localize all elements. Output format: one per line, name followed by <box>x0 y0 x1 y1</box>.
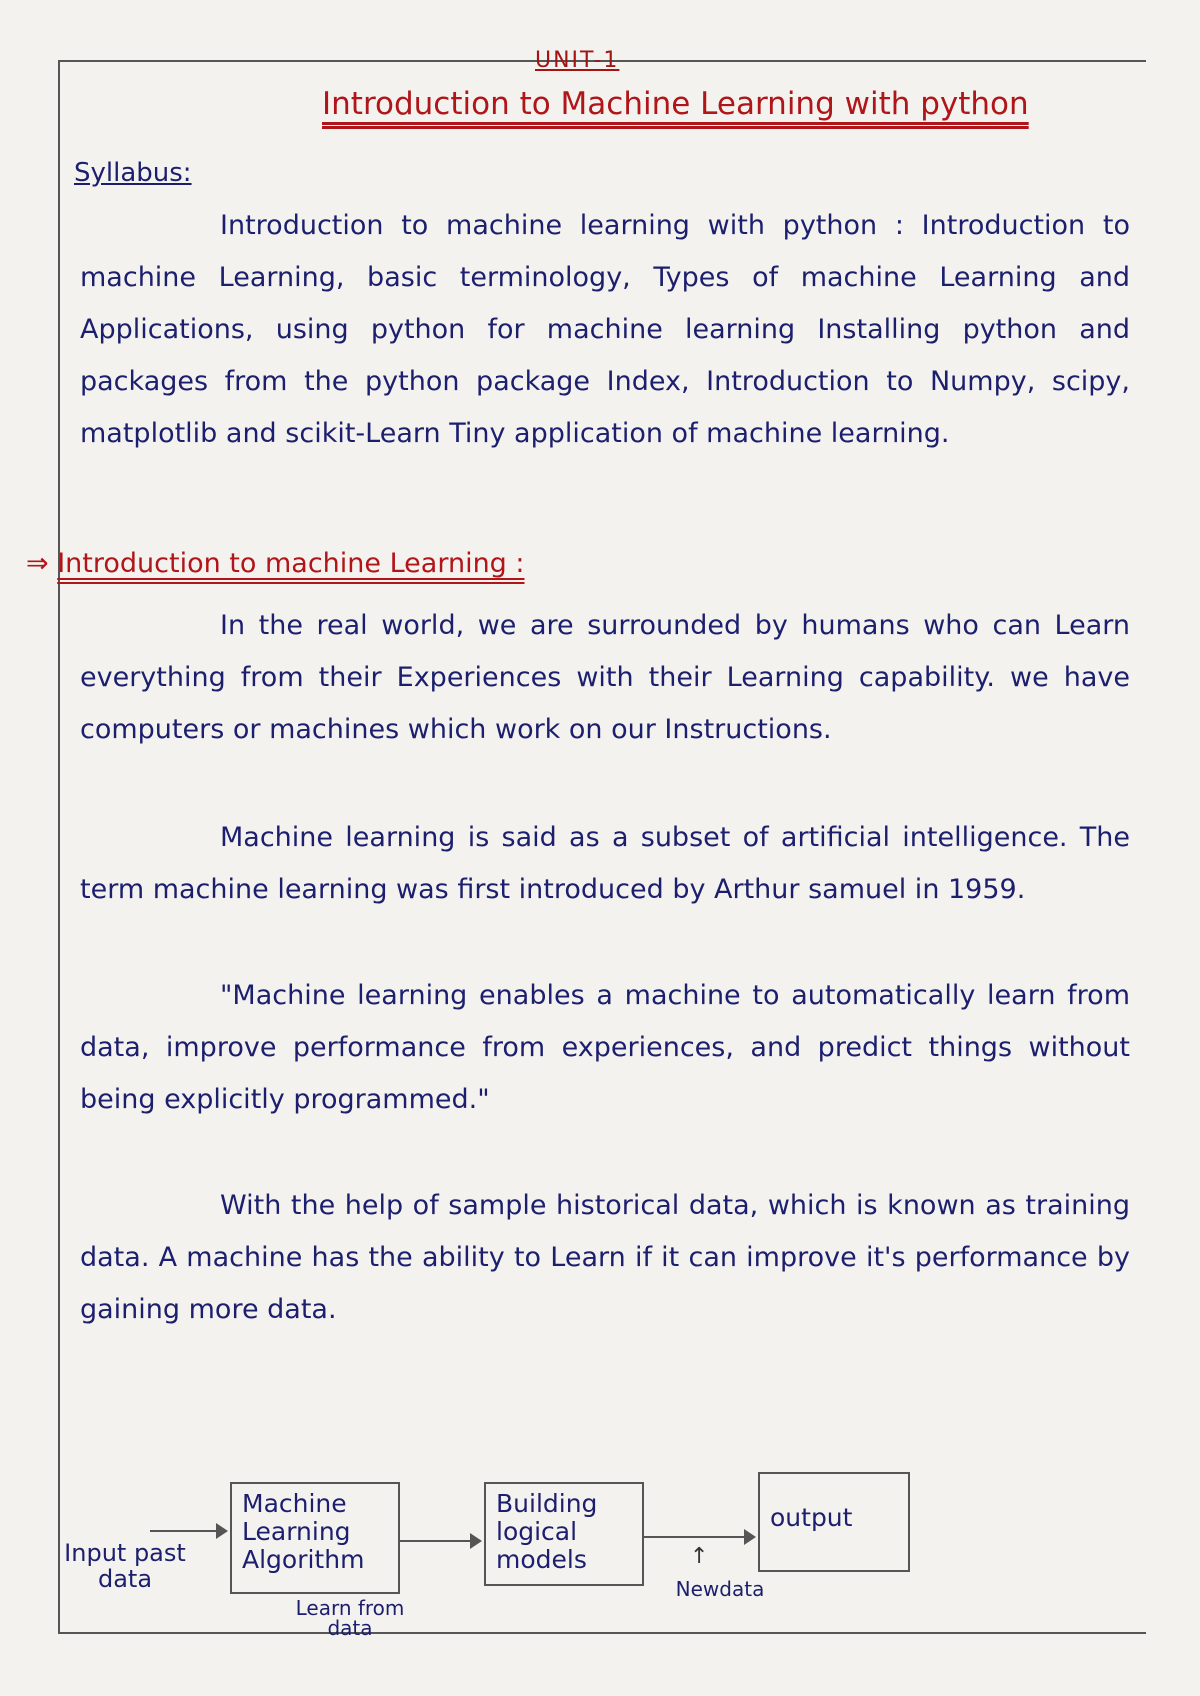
input-label: Input past data <box>64 1539 186 1593</box>
page-title: Introduction to Machine Learning with python <box>322 86 1029 122</box>
paragraph: With the help of sample historical data, which is known as training data. A machine has the ability to Learn if it can improve it's performance by gaining more data. <box>80 1190 1130 1325</box>
paragraph: In the real world, we are surrounded by humans who can Learn everything from their Experiences with their Learning capability. we have computers or machines which work on our Instructions. <box>80 610 1130 745</box>
up-arrow-icon: ↑ <box>690 1544 709 1569</box>
arrow-icon <box>150 1530 226 1532</box>
arrow-icon <box>644 1536 754 1538</box>
new-data-label: Newdata <box>675 1577 765 1601</box>
arrow-icon <box>400 1540 480 1542</box>
section-title: Introduction to machine Learning : <box>57 548 525 579</box>
output-box: output <box>758 1472 910 1572</box>
ml-algorithm-box: Machine Learning Algorithm <box>230 1482 400 1594</box>
logical-models-box: Building logical models <box>484 1482 644 1586</box>
paragraph: "Machine learning enables a machine to automatically learn from data, improve performance from experiences, and predict things without being explicitly programmed." <box>80 980 1130 1115</box>
ml-sub-label: Learn from data <box>295 1596 405 1640</box>
syllabus-text: Introduction to machine learning with python : Introduction to machine Learning, basic terminology, Types of machine Learning and Applications, using python for machine learning Installing python and packages from the python package Index, Introduction to Numpy, scipy, matplotlib and scikit-Learn Tiny application of machine learning. <box>80 210 1130 449</box>
paragraph: Machine learning is said as a subset of artificial intelligence. The term machine learning was first introduced by Arthur samuel in 1959. <box>80 822 1130 905</box>
unit-heading: UNIT-1 <box>535 48 620 73</box>
section-heading <box>26 548 525 579</box>
arrow-icon: ⇒ <box>26 548 49 579</box>
syllabus-label: Syllabus: <box>74 158 192 188</box>
